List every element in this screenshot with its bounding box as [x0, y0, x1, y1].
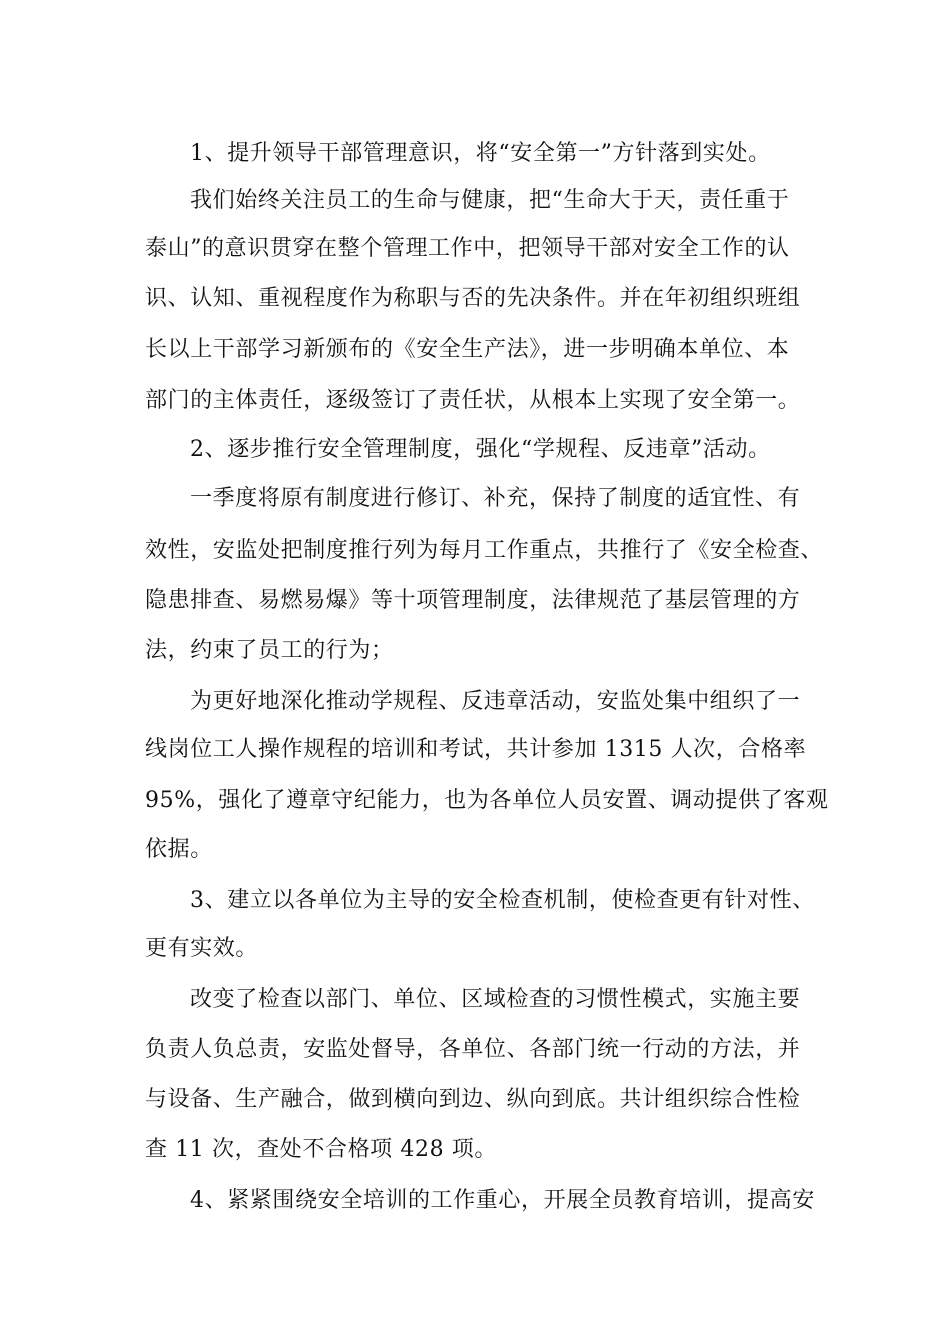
- paragraph-line: 更有实效。: [145, 936, 259, 961]
- paragraph-line: 2、逐步推行安全管理制度，强化“学规程、反违章”活动。: [190, 437, 771, 462]
- paragraph-line: 效性，安监处把制度推行列为每月工作重点，共推行了《安全检查、: [145, 538, 824, 563]
- paragraph-line: 部门的主体责任，逐级签订了责任状，从根本上实现了安全第一。: [145, 388, 801, 413]
- paragraph-line: 泰山”的意识贯穿在整个管理工作中，把领导干部对安全工作的认: [145, 236, 790, 261]
- paragraph-line: 为更好地深化推动学规程、反违章活动，安监处集中组织了一: [190, 689, 801, 714]
- paragraph-line: 识、认知、重视程度作为称职与否的先决条件。并在年初组织班组: [145, 286, 801, 311]
- paragraph-line: 改变了检查以部门、单位、区域检查的习惯性模式，实施主要: [190, 987, 801, 1012]
- paragraph-line: 法，约束了员工的行为；: [145, 638, 394, 663]
- paragraph-line: 线岗位工人操作规程的培训和考试，共计参加 1315 人次，合格率: [145, 737, 807, 762]
- paragraph-line: 依据。: [145, 837, 213, 862]
- paragraph-line: 一季度将原有制度进行修订、补充，保持了制度的适宜性、有: [190, 486, 801, 511]
- paragraph-line: 负责人负总责，安监处督导，各单位、各部门统一行动的方法，并: [145, 1037, 801, 1062]
- paragraph-line: 1、提升领导干部管理意识，将“安全第一”方针落到实处。: [190, 141, 771, 166]
- paragraph-line: 长以上干部学习新颁布的《安全生产法》，进一步明确本单位、本: [145, 337, 790, 362]
- paragraph-line: 与设备、生产融合，做到横向到边、纵向到底。共计组织综合性检: [145, 1087, 801, 1112]
- paragraph-line: 95%，强化了遵章守纪能力，也为各单位人员安置、调动提供了客观: [145, 788, 829, 813]
- paragraph-line: 3、建立以各单位为主导的安全检查机制，使检查更有针对性、: [190, 888, 815, 913]
- paragraph-line: 4、紧紧围绕安全培训的工作重心，开展全员教育培训，提高安: [190, 1188, 815, 1213]
- paragraph-line: 查 11 次，查处不合格项 428 项。: [145, 1137, 497, 1162]
- paragraph-line: 隐患排查、易燃易爆》等十项管理制度，法律规范了基层管理的方: [145, 588, 801, 613]
- paragraph-line: 我们始终关注员工的生命与健康，把“生命大于天，责任重于: [190, 188, 790, 213]
